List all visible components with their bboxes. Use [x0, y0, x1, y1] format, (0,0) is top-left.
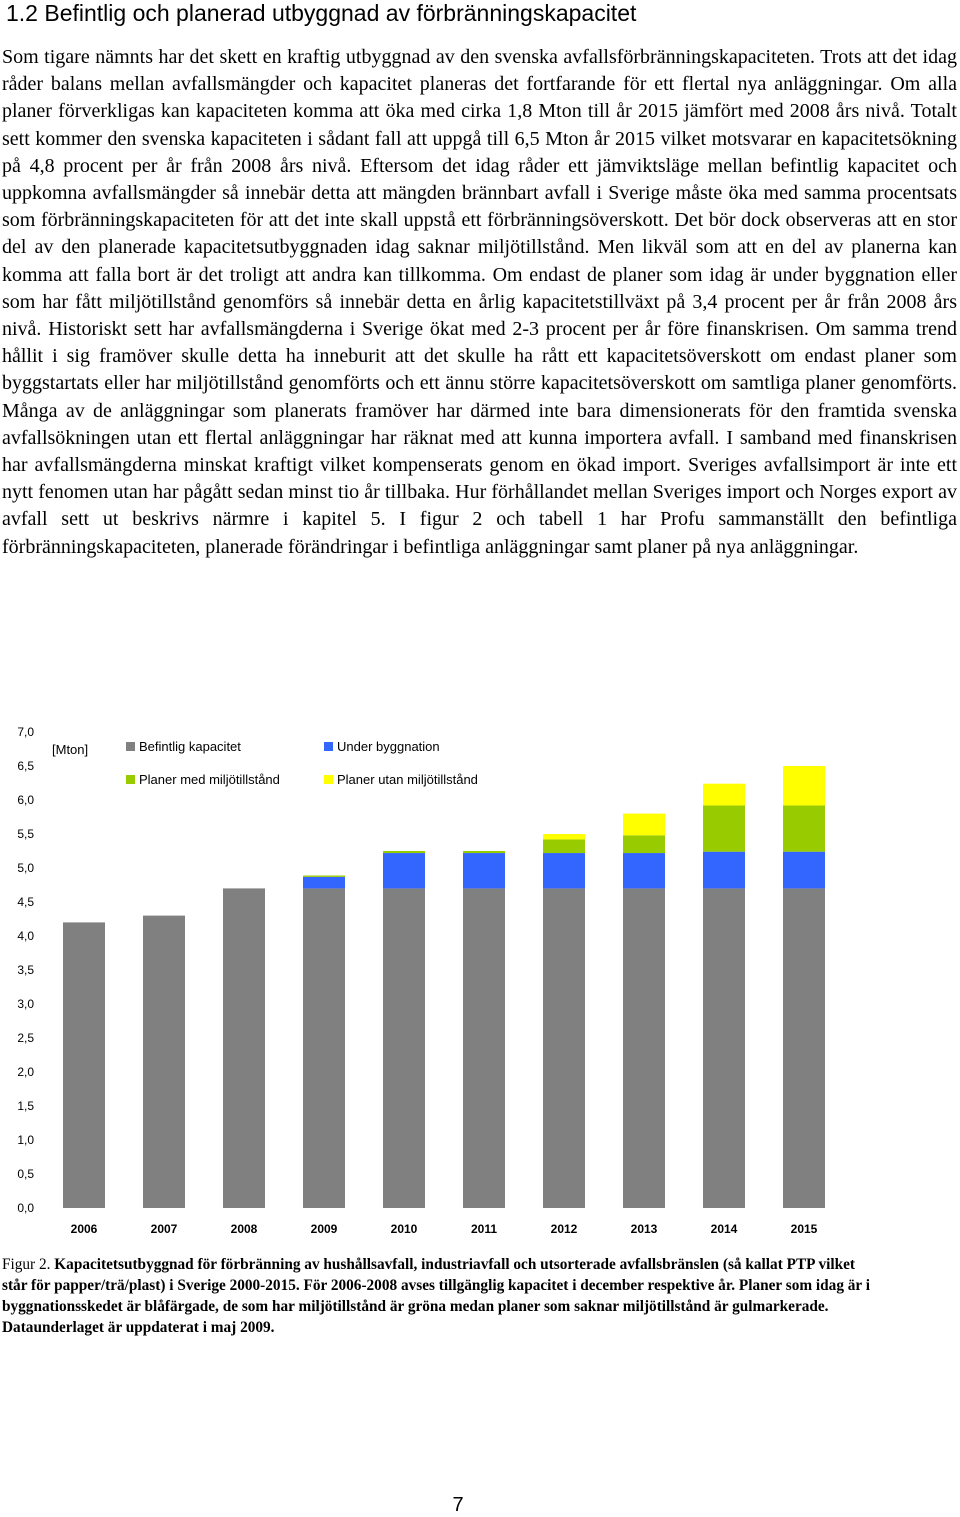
figure-caption-text: Kapacitetsutbyggnad för förbränning av hushållsavfall, industriavfall och utsorterade avfallsbränslen (så kallat PTP vilket står för papper/trä/plast) i Sverige 2000-2015. För 2006-2008 avses tillgänglig kapacitet i december respektive år. Planer som idag är i byggnationsskedet är blåfärgade, de som har miljötillstånd är gröna medan planer som saknar miljötillstånd är gulmarkerade. Dataunderlaget är uppdaterat i maj 2009.	[2, 1256, 871, 1336]
body-paragraph: Som tigare nämnts har det skett en kraftig utbyggnad av den svenska avfallsförbränningskapaciteten. Trots att det idag råder balans mellan avfallsmängder och kapacitet planeras det fortfarande för ett flertal nya anläggningar. Om alla planer förverkligas kan kapaciteten komma att öka med cirka 1,8 Mton till år 2015 jämfört med 2008 års nivå. Totalt sett kommer den svenska kapaciteten i sådant fall att uppgå till 6,5 Mton år 2015 vilket motsvarar en kapacitetsökning på 4,8 procent per år från 2008 års nivå. Eftersom det idag råder ett jämviktsläge mellan befintlig kapacitet och uppkomna avfallsmängder så innebär detta att mängden brännbart avfall i Sverige måste öka med samma procentsats som förbränningskapaciteten för att det inte skall uppstå ett förbränningsöverskott. Det bör dock observeras att en stor del av den planerade kapacitetsutbyggnaden idag saknar miljötillstånd. Men likväl som att en del av planerna kan komma att falla bort är det troligt att andra kan tillkomma. Om endast de planer som idag är under byggnation eller som har fått miljötillstånd genomförs så innebär detta en årlig kapacitetstillväxt på 3,4 procent per år från 2008 års nivå. Historiskt sett har avfallsmängderna i Sverige ökat med 2-3 procent per år före finanskrisen. Om samma trend hållit i sig framöver skulle detta ha inneburit att det skulle ha rått ett kapacitetsöverskott om endast planer som byggstartats eller har miljötillstånd genomförts och ett ännu större kapacitetsöverskott om samtliga planer genomförts. Många av de anläggningar som planerats framöver har därmed inte bara dimensionerats för den framtida svenska avfallsökningen utan ett flertal anläggningar har räknat med att kunna importera avfall. I samband med finanskrisen har avfallsmängderna minskat kraftigt vilket kompenserats genom en ökad import. Sveriges avfallsimport är inte ett nytt fenomen utan har pågått sedan minst tio år tillbaka. Hur förhållandet mellan Sveriges import och Norges export av avfall sett ut beskrivs närmre i kapitel 5. I figur 2 och tabell 1 har Profu sammanställt den befintliga förbränningskapaciteten, planerade förändringar i befintliga anläggningar samt planer på nya anläggningar.	[2, 46, 957, 558]
figure-caption-label: Figur 2.	[2, 1256, 51, 1273]
x-tick-label: 2009	[310, 1222, 338, 1236]
x-axis	[71, 1222, 818, 1236]
y-tick-label: 1,5	[17, 1099, 34, 1113]
y-tick-label: 5,5	[17, 827, 34, 841]
bar-segment	[703, 852, 745, 889]
y-tick-label: 2,0	[17, 1065, 34, 1079]
bar-segment	[543, 834, 585, 839]
x-tick-label: 2015	[790, 1222, 818, 1236]
bar-segment	[143, 916, 185, 1208]
bar-segment	[783, 805, 825, 851]
capacity-chart	[0, 716, 960, 1246]
figure-caption	[2, 1254, 882, 1338]
bar-segment	[783, 852, 825, 889]
y-tick-label: 6,5	[17, 759, 34, 773]
legend-swatch	[126, 742, 135, 751]
bar-segment	[783, 766, 825, 805]
legend-swatch	[324, 742, 333, 751]
legend-label: Planer utan miljötillstånd	[337, 772, 478, 787]
x-tick-label: 2014	[710, 1222, 738, 1236]
y-tick-label: 4,5	[17, 895, 34, 909]
bar-segment	[623, 814, 665, 836]
bar-segment	[623, 888, 665, 1208]
y-axis	[17, 725, 34, 1215]
section-heading: 1.2 Befintlig och planerad utbyggnad av förbränningskapacitet	[6, 0, 637, 26]
bar-segment	[623, 853, 665, 888]
bar-segment	[383, 888, 425, 1208]
bars	[63, 766, 825, 1208]
bar-segment	[543, 888, 585, 1208]
legend-swatch	[324, 775, 333, 784]
x-tick-label: 2011	[470, 1222, 498, 1236]
legend	[52, 739, 478, 787]
y-tick-label: 7,0	[17, 725, 34, 739]
y-tick-label: 6,0	[17, 793, 34, 807]
x-tick-label: 2006	[70, 1222, 98, 1236]
bar-segment	[463, 853, 505, 888]
capacity-chart-svg	[0, 716, 960, 1246]
x-tick-label: 2012	[550, 1222, 578, 1236]
y-tick-label: 3,5	[17, 963, 34, 977]
page-number: 7	[452, 1494, 464, 1516]
y-tick-label: 3,0	[17, 997, 34, 1011]
y-tick-label: 0,5	[17, 1167, 34, 1181]
bar-segment	[303, 875, 345, 876]
bar-segment	[623, 835, 665, 853]
legend-label: Under byggnation	[337, 739, 440, 754]
bar-segment	[703, 784, 745, 806]
bar-segment	[543, 839, 585, 853]
y-tick-label: 4,0	[17, 929, 34, 943]
bar-segment	[783, 888, 825, 1208]
x-tick-label: 2008	[230, 1222, 258, 1236]
y-tick-label: 0,0	[17, 1201, 34, 1215]
x-tick-label: 2010	[390, 1222, 418, 1236]
legend-swatch	[126, 775, 135, 784]
bar-segment	[543, 853, 585, 888]
bar-segment	[383, 851, 425, 853]
bar-segment	[303, 888, 345, 1208]
y-tick-label: 2,5	[17, 1031, 34, 1045]
y-tick-label: 1,0	[17, 1133, 34, 1147]
bar-segment	[303, 877, 345, 889]
bar-segment	[703, 805, 745, 851]
bar-segment	[463, 888, 505, 1208]
bar-segment	[223, 888, 265, 1208]
bar-segment	[63, 922, 105, 1208]
bar-segment	[463, 851, 505, 853]
y-tick-label: 5,0	[17, 861, 34, 875]
x-tick-label: 2013	[630, 1222, 658, 1236]
bar-segment	[383, 853, 425, 888]
legend-label: Befintlig kapacitet	[139, 739, 241, 754]
legend-label: Planer med miljötillstånd	[139, 772, 280, 787]
unit-label: [Mton]	[52, 742, 89, 757]
bar-segment	[703, 888, 745, 1208]
x-tick-label: 2007	[150, 1222, 178, 1236]
